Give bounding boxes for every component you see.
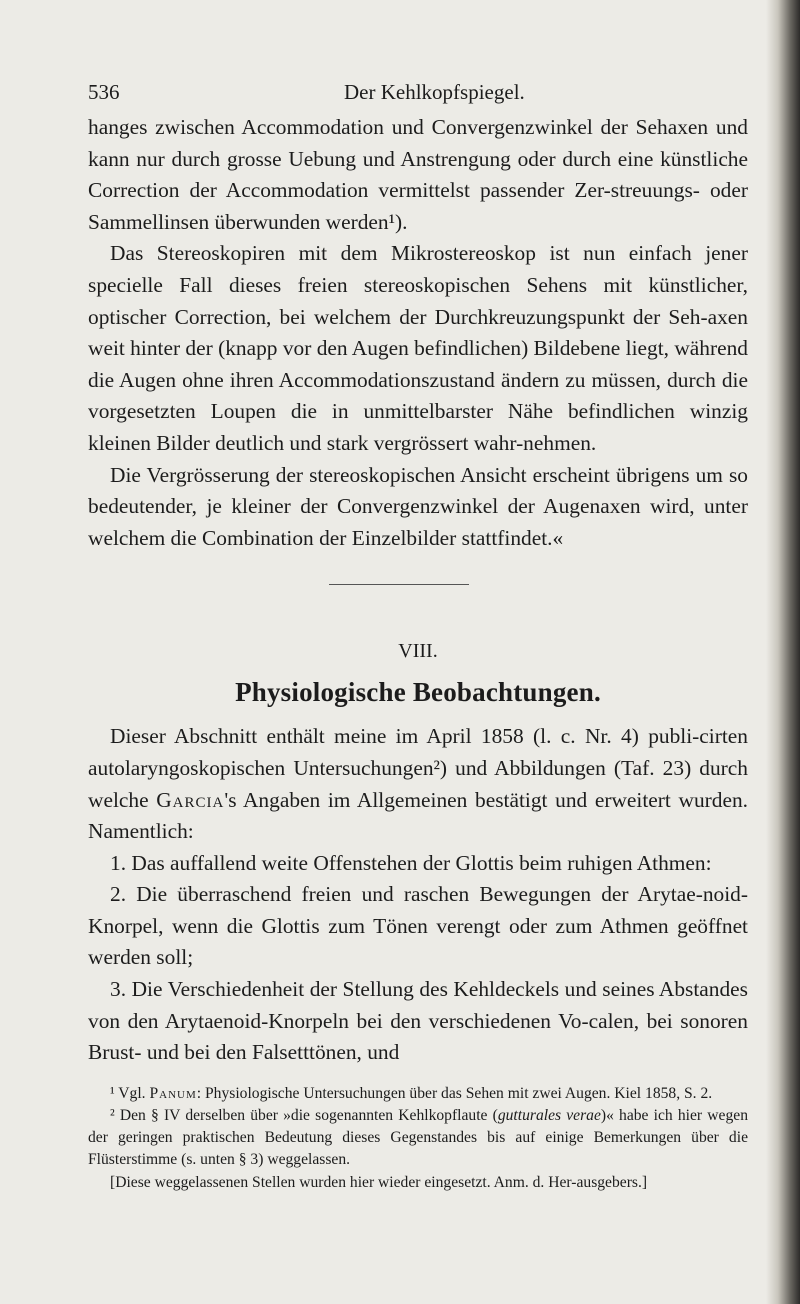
section-title: Physiologische Beobachtungen. (235, 677, 601, 708)
page-number: 536 (88, 80, 120, 104)
footnote-2-pre: ² Den § IV derselben über »die sogenannten Kehlkopflaute ( (110, 1107, 498, 1125)
paragraph-stereoskop: Das Stereoskopiren mit dem Mikrostereoskop ist nun einfach jener specielle Fall dieses freien stereoskopischen Sehens mit künstlicher, optischer Correction, bei welchem der Durchkreuzungspunkt der Seh-axen weit hinter der (knapp vor den Augen befindlichen) Bildebene liegt, während die Augen ohne ihren Accommodationszustand ändern zu müssen, durch die vorgesetzten Loupen die in unmittelbarster Nähe befindlichen winzig kleinen Bilder deutlich und stark vergrössert wahr-nehmen. (88, 241, 748, 455)
footnote-1-pre: ¹ Vgl. (110, 1084, 150, 1102)
intro-text-pre: Dieser Abschnitt enthält meine im April 1858 (l. c. Nr. 4) publi-cirten autolaryngoskopischen Untersuchungen²) und Abbildungen (Taf. 23) durch welche (88, 724, 748, 812)
section-divider (329, 584, 469, 585)
intro-text-post: 's Angaben im Allgemeinen bestätigt und erweitert wurden. Namentlich: (88, 787, 748, 844)
paragraph-vergroesserung: Die Vergrösserung der stereoskopischen Ansicht erscheint übrigens um so bedeutender, je kleiner der Convergenzwinkel der Augenaxen wird, unter welchem die Combination der Einzelbilder stattfindet.« (88, 462, 748, 550)
footnote-1 (88, 1083, 748, 1105)
list-item-1: 1. Das auffallend weite Offenstehen der Glottis beim ruhigen Athmen: (110, 850, 712, 875)
section-number: VIII. (398, 640, 438, 663)
author-name-panum: Panum (149, 1084, 197, 1102)
page-body (88, 112, 748, 1194)
running-title: Der Kehlkopfspiegel. (344, 80, 525, 104)
list-item-2: 2. Die überraschend freien und raschen Bewegungen der Arytae-noid-Knorpel, wenn die Glottis zum Tönen verengt oder zum Athmen geöffnet werden soll; (88, 882, 748, 970)
book-spine-shadow (766, 0, 800, 1304)
footnotes (88, 1083, 748, 1194)
paragraph-section-intro (88, 721, 748, 847)
page-header (88, 80, 748, 110)
editor-note: [Diese weggelassenen Stellen wurden hier wieder eingesetzt. Anm. d. Her-ausgebers.] (110, 1173, 648, 1191)
footnote-2-post: )« habe ich hier wegen der geringen praktischen Bedeutung dieses Gegenstandes bis auf einige Bemerkungen über die Flüsterstimme (s. unten § 3) weggelassen. (88, 1107, 748, 1169)
list-item-3: 3. Die Verschiedenheit der Stellung des Kehldeckels und seines Abstandes von den Arytaenoid-Knorpeln bei den verschiedenen Vo-calen, bei sonoren Brust- und bei den Falsetttönen, und (88, 977, 748, 1065)
footnote-1-post: : Physiologische Untersuchungen über das Sehen mit zwei Augen. Kiel 1858, S. 2. (196, 1084, 713, 1102)
footnote-2 (88, 1105, 748, 1172)
author-name-garcia: Garcia (156, 787, 225, 812)
paragraph-continuation: hanges zwischen Accommodation und Convergenzwinkel der Sehaxen und kann nur durch grosse Uebung und Anstrengung oder durch eine künstliche Correction der Accommodation vermittelst passender Zer-streuungs- oder Sammellinsen überwunden werden¹). (88, 115, 748, 234)
footnote-2-italic: gutturales verae (497, 1107, 601, 1125)
